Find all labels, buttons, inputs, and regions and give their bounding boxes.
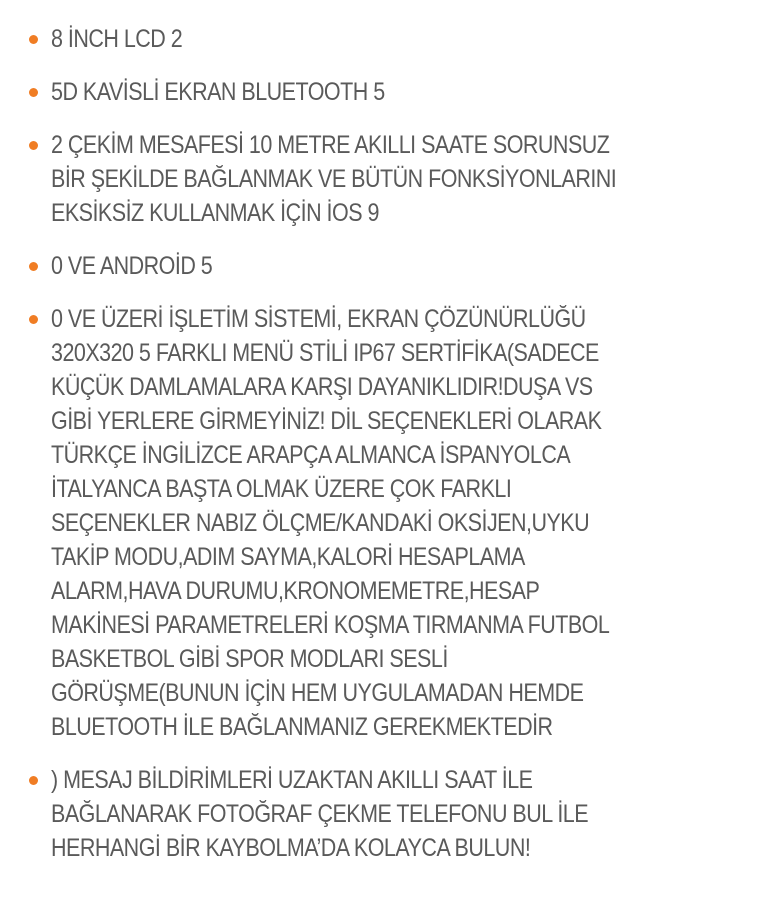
bullet-dot-icon <box>29 776 38 785</box>
feature-text-line: ) MESAJ BİLDİRİMLERİ UZAKTAN AKILLI SAAT İLE <box>51 766 533 794</box>
feature-item-specs <box>0 302 765 744</box>
feature-text-line: 2 ÇEKİM MESAFESİ 10 METRE AKILLI SAATE SORUNSUZ <box>51 131 610 159</box>
feature-text-line: MAKİNESİ PARAMETRELERİ KOŞMA TIRMANMA FUTBOL <box>51 611 610 639</box>
feature-text-line: BAĞLANARAK FOTOĞRAF ÇEKME TELEFONU BUL İLE <box>51 800 589 828</box>
feature-item-range-ios <box>0 128 765 230</box>
feature-text-line: TAKİP MODU,ADIM SAYMA,KALORİ HESAPLAMA <box>51 543 525 571</box>
feature-text-line: 5D KAVİSLİ EKRAN BLUETOOTH 5 <box>51 78 385 106</box>
feature-text-line: 8 İNCH LCD 2 <box>51 25 183 53</box>
feature-text-line: BİR ŞEKİLDE BAĞLANMAK VE BÜTÜN FONKSİYONLARINI <box>51 165 617 193</box>
bullet-dot-icon <box>29 141 38 150</box>
feature-text-line: 320X320 5 FARKLI MENÜ STİLİ IP67 SERTİFİKA(SADECE <box>51 339 599 367</box>
feature-text-line: TÜRKÇE İNGİLİZCE ARAPÇA ALMANCA İSPANYOLCA <box>51 441 571 469</box>
feature-text-line: KÜÇÜK DAMLAMALARA KARŞI DAYANIKLIDIR!DUŞA VS <box>51 373 593 401</box>
feature-item-notifications <box>0 763 765 865</box>
bullet-dot-icon <box>29 262 38 271</box>
feature-text-line: GÖRÜŞME(BUNUN İÇİN HEM UYGULAMADAN HEMDE <box>51 679 584 707</box>
feature-text-line: İTALYANCA BAŞTA OLMAK ÜZERE ÇOK FARKLI <box>51 475 512 503</box>
feature-text-line: SEÇENEKLER NABIZ ÖLÇME/KANDAKİ OKSİJEN,UYKU <box>51 509 590 537</box>
feature-text-line: 0 VE ANDROİD 5 <box>51 252 213 280</box>
feature-text-line: GİBİ YERLERE GİRMEYİNİZ! DİL SEÇENEKLERİ OLARAK <box>51 407 602 435</box>
feature-item-display <box>0 22 765 56</box>
feature-text-line: BLUETOOTH İLE BAĞLANMANIZ GEREKMEKTEDİR <box>51 713 553 741</box>
bullet-dot-icon <box>29 35 38 44</box>
feature-item-android <box>0 249 765 283</box>
feature-text-line: BASKETBOL GİBİ SPOR MODLARI SESLİ <box>51 645 448 673</box>
bullet-dot-icon <box>29 88 38 97</box>
feature-list <box>0 22 765 884</box>
feature-text-line: ALARM,HAVA DURUMU,KRONOMEMETRE,HESAP <box>51 577 540 605</box>
feature-text-line: HERHANGİ BİR KAYBOLMA’DA KOLAYCA BULUN! <box>51 834 531 862</box>
feature-text-line: 0 VE ÜZERİ İŞLETİM SİSTEMİ, EKRAN ÇÖZÜNÜRLÜĞÜ <box>51 305 586 333</box>
feature-text-line: EKSİKSİZ KULLANMAK İÇİN İOS 9 <box>51 199 379 227</box>
feature-item-screen-bluetooth <box>0 75 765 109</box>
bullet-dot-icon <box>29 315 38 324</box>
